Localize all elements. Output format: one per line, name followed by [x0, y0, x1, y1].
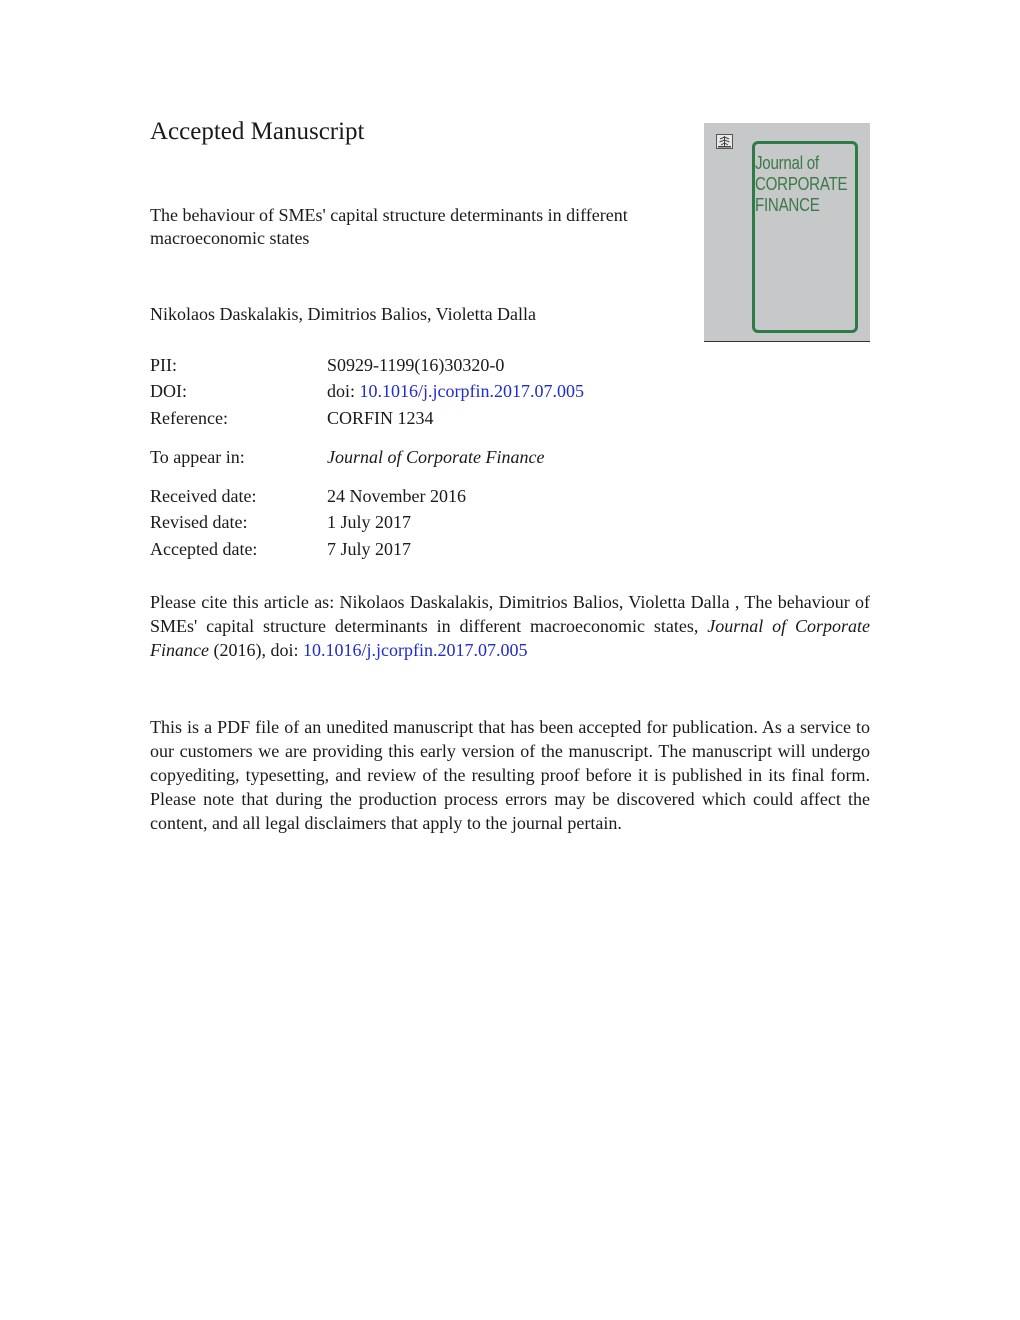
meta-row-revised: [150, 512, 411, 533]
elsevier-logo-icon: [716, 134, 733, 149]
pii-value: S0929-1199(16)30320-0: [327, 355, 505, 375]
article-title: The behaviour of SMEs' capital structure determinants in different macroeconomic states: [150, 205, 628, 248]
citation-journal: Journal of Corporate Finance: [150, 616, 870, 660]
doi-label: DOI:: [150, 381, 187, 401]
reference-label: Reference:: [150, 408, 228, 428]
citation-doi-link[interactable]: 10.1016/j.jcorpfin.2017.07.005: [302, 640, 528, 660]
cover-title-line: CORPORATE: [755, 174, 848, 194]
manuscript-notice: This is a PDF file of an unedited manuscript that has been accepted for publication. As a service to our customers we are providing this early version of the manuscript. The manuscript will undergo copyediting, typesetting, and review of the resulting proof before it is published in its final form. Please note that during the production process errors may be discovered which could affect the content, and all legal disclaimers that apply to the journal pertain.: [150, 717, 870, 833]
accepted-label: Accepted date:: [150, 539, 258, 559]
page-heading: Accepted Manuscript: [150, 118, 365, 145]
meta-row-appear: [150, 447, 544, 468]
pii-label: PII:: [150, 355, 177, 375]
meta-row-accepted: [150, 539, 411, 560]
article-authors: Nikolaos Daskalakis, Dimitrios Balios, Violetta Dalla: [150, 304, 537, 324]
reference-value: CORFIN 1234: [327, 408, 434, 428]
journal-cover-image: [704, 123, 870, 342]
received-value: 24 November 2016: [327, 486, 466, 506]
cover-title-line: Journal of: [755, 153, 819, 173]
doi-prefix: doi:: [327, 381, 356, 401]
citation-lead: Please cite this article as: Nikolaos Daskalakis, Dimitrios Balios, Violetta Dalla , The behaviour of SMEs' capital structure determinants in different macroeconomic states,: [150, 592, 870, 636]
meta-row-reference: [150, 408, 434, 429]
meta-row-received: [150, 486, 466, 507]
cover-journal-title: [755, 153, 847, 216]
revised-value: 1 July 2017: [327, 512, 412, 532]
revised-label: Revised date:: [150, 512, 248, 532]
citation-paragraph: [150, 590, 870, 662]
received-label: Received date:: [150, 486, 257, 506]
meta-row-pii: [150, 355, 504, 376]
appear-label: To appear in:: [150, 447, 245, 467]
doi-value-wrapper: [327, 381, 584, 402]
appear-value: Journal of Corporate Finance: [327, 447, 545, 467]
cover-title-line: FINANCE: [755, 195, 820, 215]
accepted-value: 7 July 2017: [327, 539, 412, 559]
citation-year-doi: (2016), doi:: [213, 640, 299, 660]
meta-row-doi: [150, 381, 584, 402]
doi-link[interactable]: 10.1016/j.jcorpfin.2017.07.005: [359, 381, 584, 401]
